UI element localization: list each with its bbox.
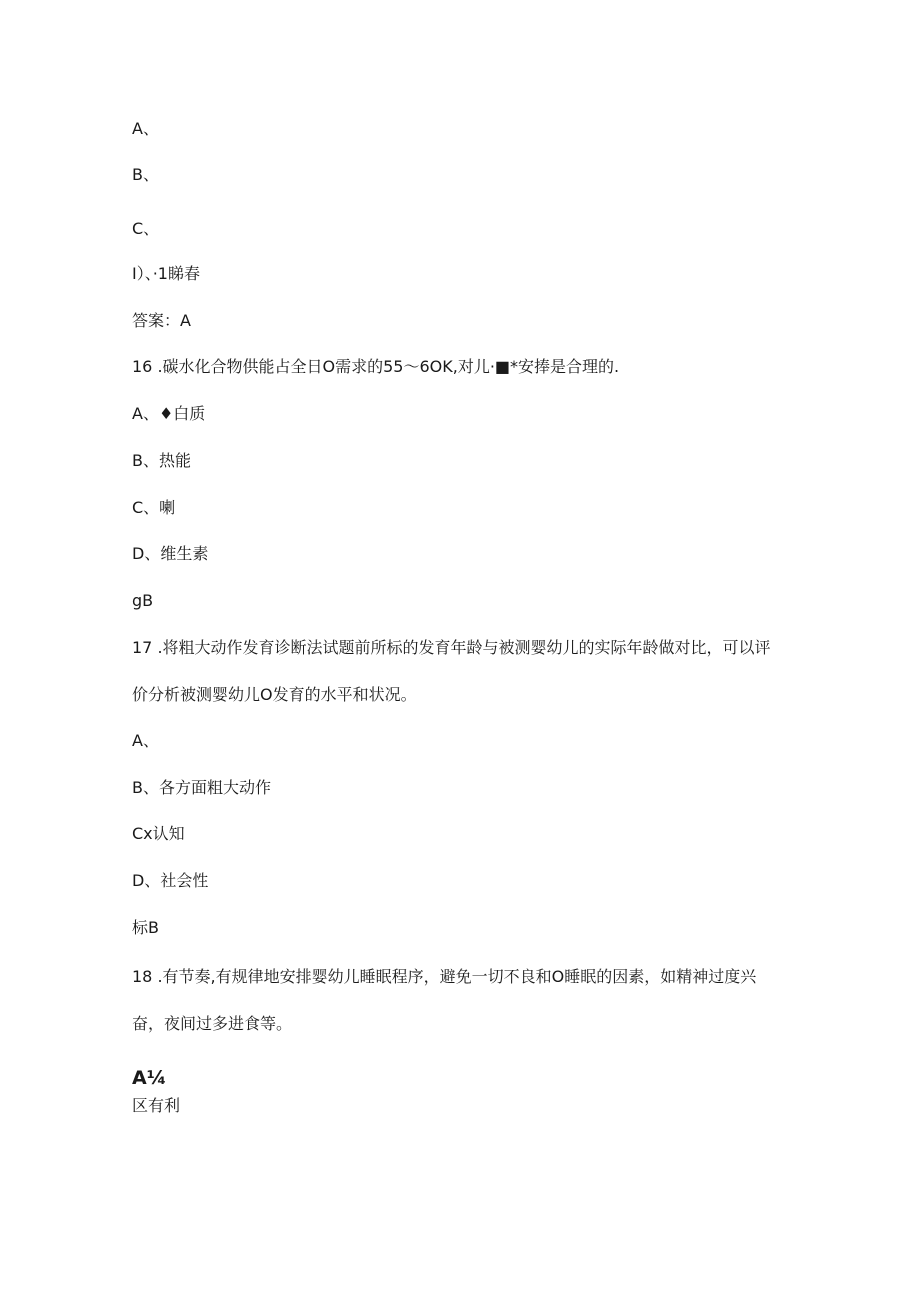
option-d: I）、·1睇春 bbox=[132, 264, 200, 283]
question-17: 17 .将粗大动作发育诊断法试题前所标的发育年龄与被测婴幼儿的实际年龄做对比，可以评价分析被测婴幼儿O发育的水平和状况。 bbox=[132, 638, 771, 704]
q16-option-b: B、热能 bbox=[132, 451, 191, 470]
question-18: 18 .有节奏,有规律地安排婴幼儿睡眠程序，避免一切不良和O睡眠的因素，如精神过度兴奋，夜间过多进食等。 bbox=[132, 967, 757, 1033]
q17-option-c: Cx认知 bbox=[132, 824, 185, 843]
q17-option-b: B、各方面粗大动作 bbox=[132, 778, 271, 797]
option-c: C、 bbox=[132, 219, 160, 238]
question-16: 16 .碳水化合物供能占全日O需求的55〜6OK,对儿·■*安捧是合理的. bbox=[132, 357, 620, 376]
q18-option-a-text: 区有利 bbox=[132, 1096, 181, 1115]
q16-option-c: C、喇 bbox=[132, 498, 176, 517]
q16-option-a: A、♦白质 bbox=[132, 404, 206, 423]
q17-answer: 标B bbox=[132, 918, 159, 937]
option-a: A、 bbox=[132, 119, 159, 138]
q17-option-a: A、 bbox=[132, 731, 159, 750]
q18-option-a: A¼ bbox=[132, 1067, 167, 1089]
option-b: B、 bbox=[132, 165, 159, 184]
q16-option-d: D、维生素 bbox=[132, 544, 209, 563]
q16-answer: gB bbox=[132, 591, 154, 610]
q17-option-d: D、社会性 bbox=[132, 871, 209, 890]
answer: 答案：A bbox=[132, 311, 191, 330]
